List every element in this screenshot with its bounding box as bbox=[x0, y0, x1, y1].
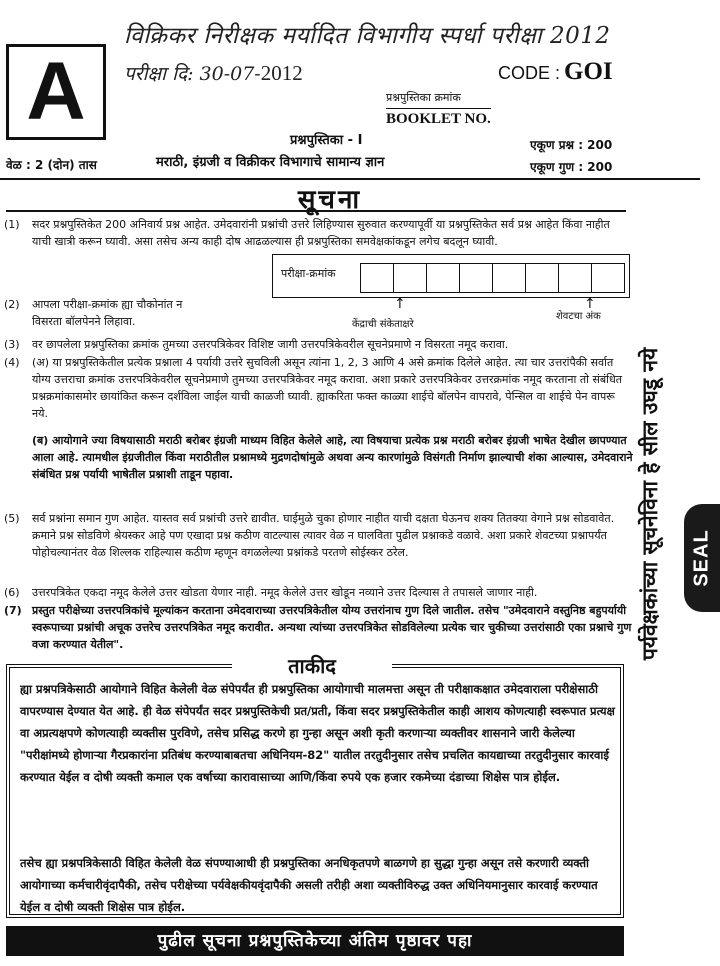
instruction-number: (3) bbox=[4, 338, 20, 351]
roll-number-box[interactable] bbox=[272, 254, 630, 298]
instruction-item bbox=[4, 510, 634, 582]
handwritten-date: परीक्षा दि: 30-07- bbox=[124, 63, 261, 85]
exam-year: 2012 bbox=[260, 61, 303, 85]
roll-digit-cell[interactable] bbox=[591, 263, 625, 293]
instruction-text: (ब) आयोगाने ज्या विषयासाठी मराठी बरोबर इंग्रजी माध्यम विहित केलेले आहे, त्या विषयाचा प्रत्येक प्रश्न मराठी बरोबर इंग्रजी भाषेत देखील छापण्यात आला आहे. त्यामधील इंग्रजीतील किंवा मराठीतील प्रश्नामध्ये मुद्रणदोषांमुळे अथवा अन्य कारणांमुळे विसंगती निर्माण झाल्याची शंका आल्यास, उमेदवाराने संबंधित प्रश्न पर्यायी भाषेतील प्रश्नाशी ताडून पहावा. bbox=[32, 434, 633, 481]
instruction-text: (अ) या प्रश्नपुस्तिकेतील प्रत्येक प्रश्नाला 4 पर्यायी उत्तरे सुचविली असून त्यांना 1, 2, 3 आणि 4 असे क्रमांक दिलेले आहेत. त्या चार उत्तरांपैकी सर्वात योग्य उत्तराचा क्रमांक उत्तरपत्रिकेवरील सूचनेप्रमाणे तुमच्या उत्तरपत्रिकेवर नमूद करावा. अशा प्रकारे उत्तरपत्रिकेवर उत्तरक्रमांक नमूद करताना तो संबंधित प्रश्नक्रमांकासमोर छायांकित करून दर्शविला जाईल याची काळजी घ्यावी. ह्याकरिता फक्त काळ्या शाईचे बॉलपेन वापरावे, पेन्सिल वा शाईचे पेन वापरू नये. bbox=[32, 356, 623, 420]
roll-digit-cell[interactable] bbox=[393, 263, 427, 293]
instruction-item bbox=[4, 602, 634, 656]
seal-label: SEAL bbox=[690, 529, 713, 587]
instruction-text: सदर प्रश्नपुस्तिकेत 200 अनिवार्य प्रश्न आहेत. उमेदवारांनी प्रश्नांची उत्तरे लिहिण्यास सुरुवात करण्यापूर्वी या प्रश्नपुस्तिकेत सर्व प्रश्न आहेत किंवा नाहीत याची खात्री करून घ्यावी. असा तसेच अन्य काही दोष आढळल्यास ही प्रश्नपुस्तिका समवेक्षकांकडून लगेच बदलून घ्यावी. bbox=[32, 218, 610, 248]
instruction-number: (7) bbox=[4, 604, 22, 617]
series-letter: A bbox=[26, 46, 86, 137]
roll-caption-center: केंद्राची संकेताक्षरे bbox=[352, 319, 414, 330]
total-marks: एकूण गुण : 200 bbox=[530, 160, 613, 174]
seal-instruction-vertical bbox=[632, 248, 668, 760]
total-questions: एकूण प्रश्न : 200 bbox=[530, 138, 613, 152]
instruction-item bbox=[4, 354, 634, 426]
warning-paragraph: ह्या प्रश्नपत्रिकेसाठी आयोगाने विहित केलेली वेळ संपेपर्यंत ही प्रश्नपुस्तिका आयोगाची मालमत्ता असून ती परीक्षाकक्षात उमेदवाराला परीक्षेसाठी वापरण्यास देण्यात येत आहे. ही वेळ संपेपर्यंत सदर प्रश्नपुस्तिकेची प्रत/प्रती, किंवा सदर प्रश्नपुस्तिकेतील काही आशय कोणत्याही स्वरूपात प्रत्यक्ष वा अप्रत्यक्षपणे कोणत्याही व्यक्तीस पुरविणे, तसेच प्रसिद्ध करणे हा गुन्हा असून अशी कृती करणाऱ्या व्यक्तीवर शासनाने जारी केलेल्या "परीक्षांमध्ये होणाऱ्या गैरप्रकारांना प्रतिबंध करण्याबाबतचा अधिनियम-82" यातील तरतुदीनुसार तसेच प्रचलित कायद्याच्या तरतुदीनुसार कारवाई करण्यात येईल व दोषी व्यक्ती कमाल एक वर्षाच्या कारावासाच्या आणि/किंवा रुपये एक हजार रकमेच्या दंडाच्या शिक्षेस पात्र होईल. bbox=[20, 682, 615, 784]
series-letter-box bbox=[6, 44, 106, 140]
instruction-text: उत्तरपत्रिकेत एकदा नमूद केलेले उत्तर खोडता येणार नाही. नमूद केलेले उत्तर खोडून नव्याने उत्तर दिल्यास ते तपासले जाणार नाही. bbox=[32, 586, 538, 599]
instruction-item bbox=[4, 432, 634, 504]
instructions-heading: सूचना bbox=[297, 185, 363, 215]
roll-number-label: परीक्षा-क्रमांक bbox=[281, 267, 336, 280]
exam-date bbox=[124, 60, 303, 86]
seal-tab[interactable] bbox=[684, 504, 720, 612]
instruction-text: वर छापलेला प्रश्नपुस्तिका क्रमांक तुमच्या उत्तरपत्रिकेवर विशिष्ट जागी उत्तरपत्रिकेवरील सूचनेप्रमाणे न विसरता नमूद करावा. bbox=[32, 338, 509, 351]
instruction-text: सर्व प्रश्नांना समान गुण आहेत. यास्तव सर्व प्रश्नांची उत्तरे द्यावीत. घाईमुळे चुका होणार नाहीत याची दक्षता घेऊनच शक्य तितक्या वेगाने प्रश्न सोडवावेत. क्रमाने प्रश्न सोडविणे श्रेयस्कर आहे पण एखादा प्रश्न कठीण वाटल्यास त्यावर वेळ न घालविता पुढील प्रश्नाकडे वळावे. अशा प्रकारे शेवटच्या प्रश्नापर्यंत पोहोचल्यानंतर वेळ शिल्लक राहिल्यास कठीण म्हणून वगळलेल्या प्रश्नांकडे परतणे सोईस्कर ठरेल. bbox=[32, 512, 615, 559]
booklet-no-label: BOOKLET NO. bbox=[386, 108, 491, 128]
roll-digit-cell[interactable] bbox=[459, 263, 493, 293]
up-arrow-icon: ↑ bbox=[584, 296, 596, 312]
code-value: GOI bbox=[564, 58, 613, 85]
instruction-item bbox=[4, 296, 270, 332]
warning-paragraph: तसेच ह्या प्रश्नपत्रिकेसाठी विहित केलेली वेळ संपण्याआधी ही प्रश्नपुस्तिका अनधिकृतपणे बाळगणे हा सुद्धा गुन्हा असून तसे करणारी व्यक्ती आयोगाच्या कर्मचारीवृंदापैकी, तसेच परीक्षेच्या पर्यवेक्षकीयवृंदापैकी असली तरीही अशा व्यक्तीविरुद्ध उक्त अधिनियमानुसार कारवाई करण्यात येईल व दोषी व्यक्ती शिक्षेस पात्र होईल. bbox=[20, 856, 598, 914]
roll-digit-cell[interactable] bbox=[492, 263, 526, 293]
code bbox=[498, 58, 613, 86]
seal-instruction-text: पर्यवेक्षकांच्या सूचनेविना हे सील उघडू नये bbox=[638, 347, 662, 661]
instruction-number: (1) bbox=[4, 218, 20, 231]
warning-box bbox=[6, 664, 624, 918]
code-label: CODE : bbox=[498, 63, 561, 83]
instruction-number: (2) bbox=[4, 298, 20, 311]
roll-number-cells[interactable] bbox=[361, 263, 625, 293]
instruction-item bbox=[4, 336, 634, 354]
footer-banner: पुढील सूचना प्रश्नपुस्तिकेच्या अंतिम पृष्ठावर पहा bbox=[6, 926, 624, 956]
instruction-text: प्रस्तुत परीक्षेच्या उत्तरपत्रिकांचे मूल्यांकन करताना उमेदवाराच्या उत्तरपत्रिकेतील योग्य उत्तरांनाच गुण दिले जातील. तसेच "उमेदवाराने वस्तुनिष्ठ बहुपर्यायी स्वरूपाच्या प्रश्नांची अचूक उत्तरेच उत्तरपत्रिकेत नमूद करावीत. अन्यथा त्यांच्या उत्तरपत्रिकेत सोडविलेल्या प्रत्येक चार चुकीच्या उत्तरांसाठी एका प्रश्नाचे गुण वजा करण्यात येतील". bbox=[32, 604, 632, 651]
duration: वेळ : 2 (दोन) तास bbox=[6, 158, 97, 172]
booklet-serial-label: प्रश्नपुस्तिका क्रमांक bbox=[386, 91, 461, 104]
instruction-number: (6) bbox=[4, 586, 20, 599]
roll-digit-cell[interactable] bbox=[525, 263, 559, 293]
handwritten-exam-title: विक्रिकर निरीक्षक मर्यादित विभागीय स्पर्धा परीक्षा 2012 bbox=[124, 23, 611, 49]
instruction-text: आपला परीक्षा-क्रमांक ह्या चौकोनांत न विसरता बॉलपेनने लिहावा. bbox=[32, 298, 183, 328]
subject: मराठी, इंग्रजी व विक्रीकर विभागाचे सामान्य ज्ञान bbox=[156, 155, 385, 170]
warning-title: ताकीद bbox=[232, 652, 392, 679]
instruction-number: (4) bbox=[4, 356, 20, 369]
roll-caption-right: शेवटचा अंक bbox=[556, 311, 601, 322]
roll-digit-cell[interactable] bbox=[360, 263, 394, 293]
up-arrow-icon: ↑ bbox=[394, 296, 406, 312]
roll-digit-cell[interactable] bbox=[426, 263, 460, 293]
roll-digit-cell[interactable] bbox=[558, 263, 592, 293]
divider bbox=[6, 210, 626, 212]
instruction-number: (5) bbox=[4, 512, 20, 525]
booklet-name: प्रश्नपुस्तिका - I bbox=[290, 133, 363, 148]
